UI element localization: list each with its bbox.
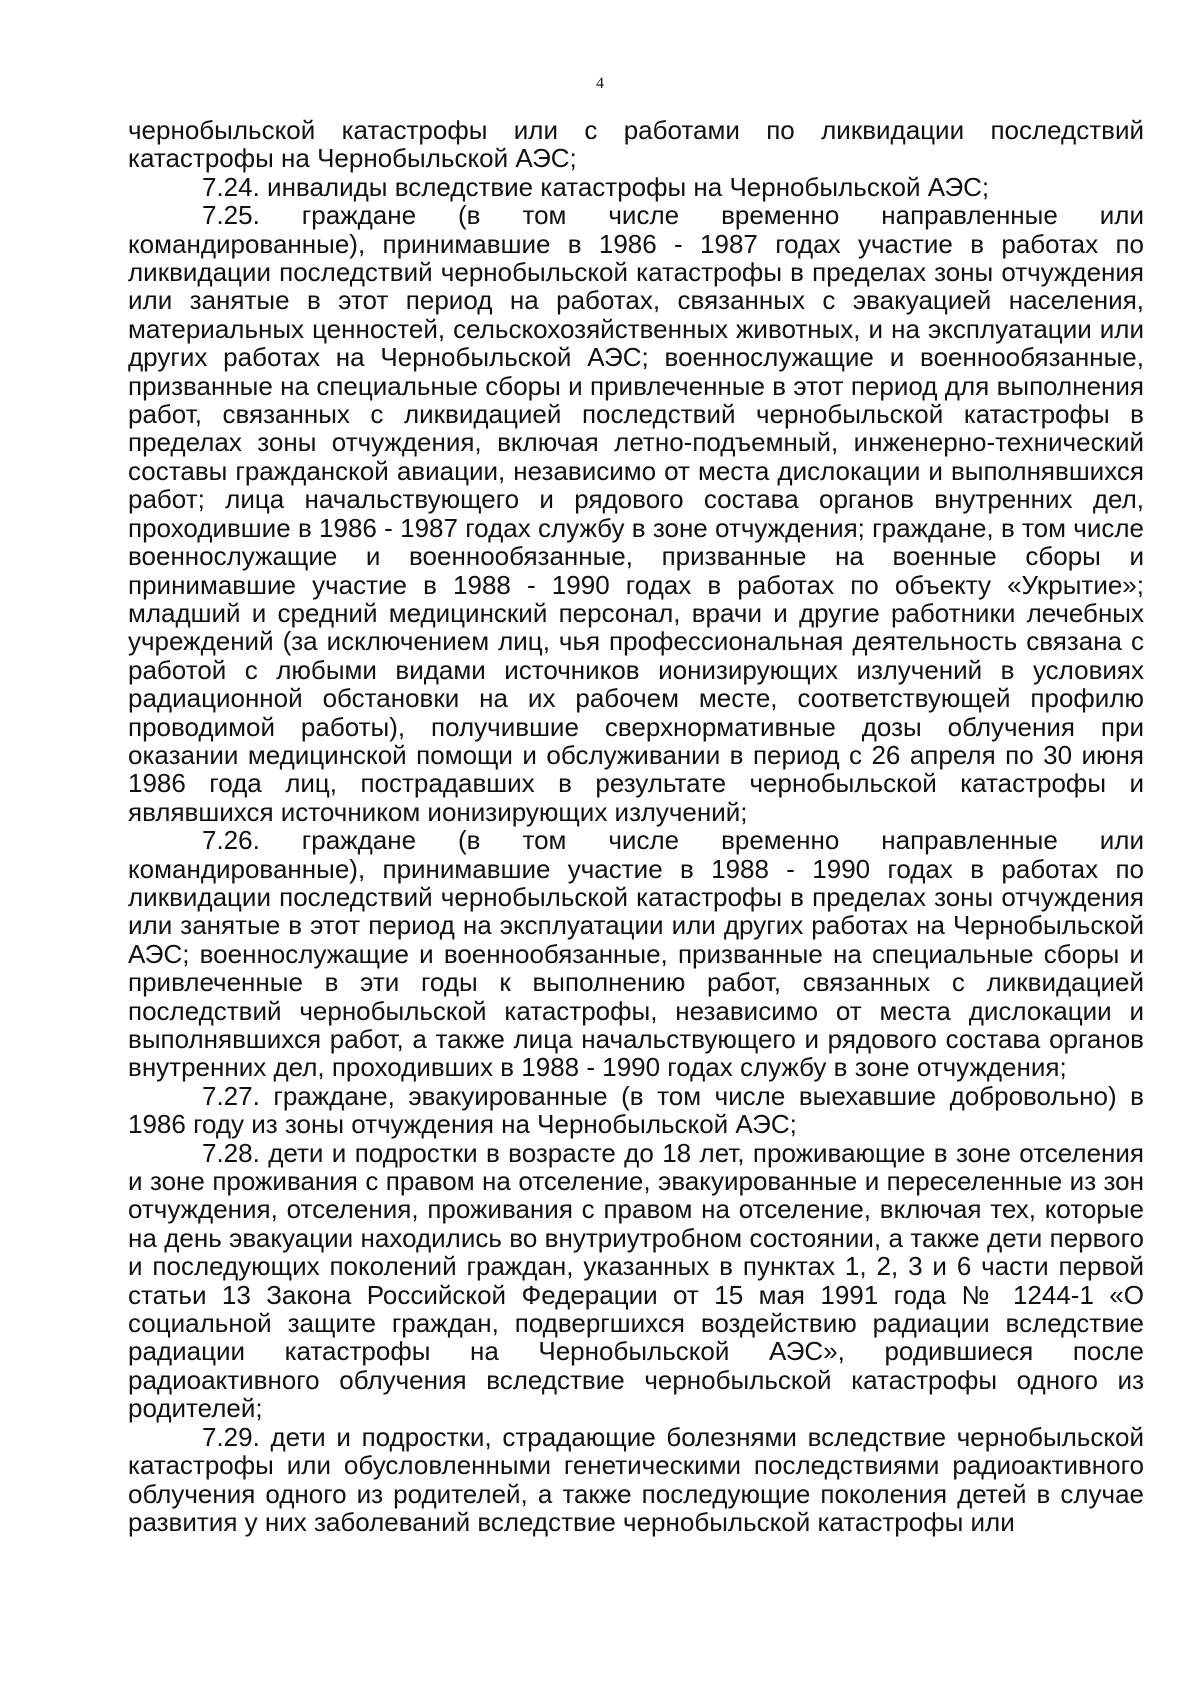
paragraph-continuation: чернобыльской катастрофы или с работами по ликвидации последствий катастрофы на Чернобыльской АЭС; <box>128 115 1144 174</box>
document-body <box>128 116 1144 1536</box>
page-number: 4 <box>596 75 604 92</box>
paragraph-7-29: 7.29. дети и подростки, страдающие болезнями вследствие чернобыльской катастрофы или обусловленными генетическими последствиями радиоактивного облучения одного из родителей, а также последующие поколения детей в случае развития у них заболеваний вследствие чернобыльской катастрофы или <box>128 1421 1144 1537</box>
paragraph-7-25: 7.25. граждане (в том числе временно направленные или командированные), принимавшие в 1986 - 1987 годах участие в работах по ликвидации последствий чернобыльской катастрофы в пределах зоны отчуждения или занятые в этот период на работах, связанных с эвакуацией населения, материальных ценностей, сельскохозяйственных животных, и на эксплуатации или других работах на Чернобыльской АЭС; военнослужащие и военнообязанные, призванные на специальные сборы и привлеченные в этот период для выполнения работ, связанных с ликвидацией последствий чернобыльской катастрофы в пределах зоны отчуждения, включая летно-подъемный, инженерно-технический составы гражданской авиации, независимо от места дислокации и выполнявшихся работ; лица начальствующего и рядового состава органов внутренних дел, проходившие в 1986 - 1987 годах службу в зоне отчуждения; граждане, в том числе военнослужащие и военнообязанные, призванные на военные сборы и принимавшие участие в 1988 - 1990 годах в работах по объекту «Укрытие»; младший и средний медицинский персонал, врачи и другие работники лечебных учреждений (за исключением лиц, чья профессиональная деятельность связана с работой с любыми видами источников ионизирующих излучений в условиях радиационной обстановки на их рабочем месте, соответствующей профилю проводимой работы), получившие сверхнормативные дозы облучения при оказании медицинской помощи и обслуживании в период с 26 апреля по 30 июня 1986 года лиц, пострадавших в результате чернобыльской катастрофы и являвшихся источником ионизирующих излучений; <box>128 200 1144 827</box>
paragraph-7-26: 7.26. граждане (в том числе временно направленные или командированные), принимавшие участие в 1988 - 1990 годах в работах по ликвидации последствий чернобыльской катастрофы в пределах зоны отчуждения или занятые в этот период на эксплуатации или других работах на Чернобыльской АЭС; военнослужащие и военнообязанные, призванные на специальные сборы и привлеченные в эти годы к выполнению работ, связанных с ликвидацией последствий чернобыльской катастрофы, независимо от места дислокации и выполнявшихся работ, а также лица начальствующего и рядового состава органов внутренних дел, проходивших в 1988 - 1990 годах службу в зоне отчуждения; <box>128 825 1144 1083</box>
paragraph-7-27: 7.27. граждане, эвакуированные (в том числе выехавшие добровольно) в 1986 году из зоны отчуждения на Чернобыльской АЭС; <box>128 1080 1144 1140</box>
paragraph-7-28: 7.28. дети и подростки в возрасте до 18 лет, проживающие в зоне отселения и зоне проживания с правом на отселение, эвакуированные и переселенные из зон отчуждения, отселения, проживания с правом на отселение, включая тех, которые на день эвакуации находились во внутриутробном состоянии, а также дети первого и последующих поколений граждан, указанных в пунктах 1, 2, 3 и 6 части первой статьи 13 Закона Российской Федерации от 15 мая 1991 года № 1244-1 «О социальной защите граждан, подвергшихся воздействию радиации вследствие радиации катастрофы на Чернобыльской АЭС», родившиеся после радиоактивного облучения вследствие чернобыльской катастрофы одного из родителей; <box>128 1137 1144 1424</box>
paragraph-7-24: 7.24. инвалиды вследствие катастрофы на Чернобыльской АЭС; <box>202 171 990 202</box>
